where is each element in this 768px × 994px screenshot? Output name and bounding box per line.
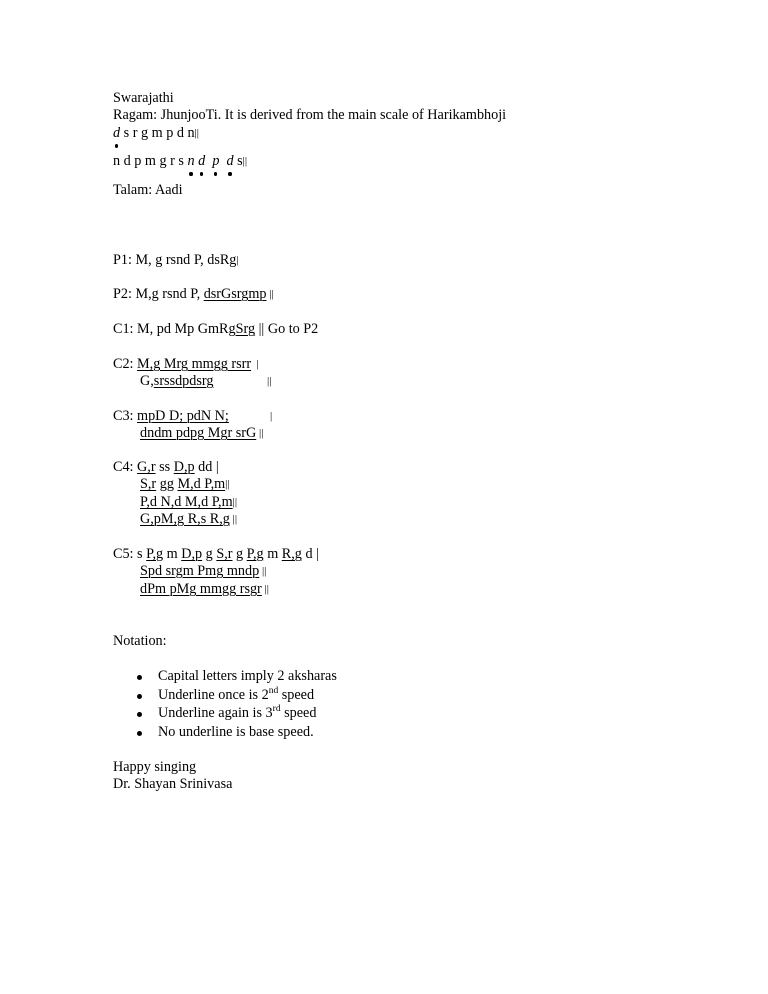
closing-line: Happy singing [113, 759, 197, 775]
low-octave-note: n [187, 153, 195, 169]
notation-list [113, 668, 337, 742]
charanam-3-line-2: dndm pdpg Mgr srG || [140, 425, 264, 441]
charanam-4-line-3: P,d N,d M,d P,m|| [140, 494, 238, 510]
talam-line: Talam: Aadi [113, 182, 183, 198]
low-octave-note: p [212, 153, 220, 169]
charanam-5-line-3: dPm pMg mmgg rsgr || [140, 581, 269, 597]
author-name: Dr. Shayan Srinivasa [113, 776, 233, 792]
list-item: No underline is base speed. [113, 724, 337, 743]
charanam-3-line-1: C3: mpD D; pdN N; | [113, 408, 273, 424]
low-octave-note: d [113, 125, 121, 141]
arohanam-line: d s r g m p d n|| [113, 125, 199, 141]
list-item: Underline once is 2nd speed [113, 687, 337, 706]
pallavi-2: P2: M,g rsnd P, dsrGsrgmp || [113, 286, 274, 302]
list-item: Capital letters imply 2 aksharas [113, 668, 337, 687]
charanam-4-line-1: C4: G,r ss D,p dd | [113, 459, 219, 475]
notation-heading: Notation: [113, 633, 167, 649]
ragam-line: Ragam: JhunjooTi. It is derived from the main scale of Harikambhoji [113, 107, 507, 123]
charanam-5-line-2: Spd srgm Pmg mndp || [140, 563, 267, 579]
doc-title: Swarajathi [113, 90, 174, 106]
charanam-1: C1: M, pd Mp GmRgSrg || Go to P2 [113, 321, 319, 337]
charanam-5-line-1: C5: s P,g m D,p g S,r g P,g m R,g d | [113, 546, 319, 562]
pallavi-1: P1: M, g rsnd P, dsRg| [113, 252, 239, 268]
low-octave-note: d [226, 153, 234, 169]
avarohanam-line: n d p m g r s n d p d s|| [113, 153, 248, 169]
list-item: Underline again is 3rd speed [113, 705, 337, 724]
charanam-4-line-2: S,r gg M,d P,m|| [140, 476, 230, 492]
low-octave-note: d [198, 153, 206, 169]
charanam-2-line-2: G,srssdpdsrg || [140, 373, 272, 389]
charanam-2-line-1: C2: M,g Mrg mmgg rsrr | [113, 356, 259, 372]
charanam-4-line-4: G,pM,g R,s R,g || [140, 511, 238, 527]
